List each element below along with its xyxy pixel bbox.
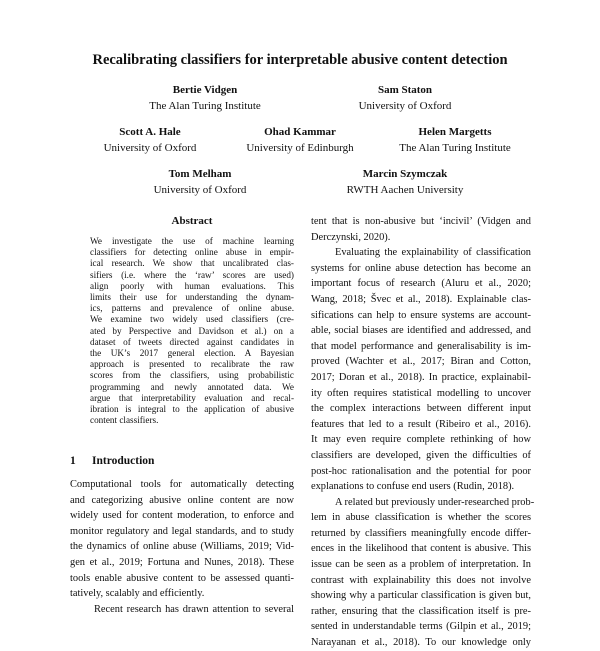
body-line: A related but previously under-researched prob-: [335, 496, 535, 508]
body-line: tent that is non-abusive but ‘incivil’ (Vidgen and: [311, 216, 531, 227]
intro-line: gen et al., 2019; Fortuna and Nunes, 2018). These: [70, 556, 294, 568]
abstract-line: approach is presented to recalibrate the raw: [90, 359, 294, 370]
body-line: contrast with explainability this does not involve: [311, 574, 531, 586]
author-name: Scott A. Hale: [119, 126, 181, 138]
author-affiliation: University of Edinburgh: [246, 142, 354, 154]
body-line: Derczynski, 2020).: [311, 231, 391, 243]
author-block: [320, 166, 490, 198]
body-line: Wang, 2018; Švec et al., 2018). Explainable clas-: [311, 293, 531, 305]
abstract-line: ibration is integral to the application of abusive: [90, 404, 294, 415]
author-affiliation: The Alan Turing Institute: [399, 142, 511, 154]
author-affiliation: RWTH Aachen University: [346, 184, 464, 196]
abstract-line: dataset of tweets directed against candidates in: [90, 336, 294, 347]
abstract-line: content classifiers.: [90, 415, 159, 426]
intro-line: widely used for content moderation, to enforce and: [70, 510, 294, 522]
intro-line: the dynamics of online abuse (Williams, 2019; Vid-: [70, 541, 294, 553]
abstract-line: sifiers (i.e. where the ‘raw’ scores are used): [90, 269, 294, 280]
body-line: lem in abuse classification is whether the scores: [311, 512, 531, 524]
abstract-line: classifiers for detecting online abuse in empir-: [90, 247, 294, 258]
author-name: Helen Margetts: [418, 126, 492, 138]
section-heading: [70, 455, 154, 467]
body-line: explanations to confuse end users (Rudin, 2018).: [311, 481, 515, 493]
body-line: Evaluating the explainability of classification: [335, 247, 531, 259]
intro-body: [70, 477, 294, 617]
abstract-line: scores from the classifiers, using probabilistic: [90, 370, 294, 381]
abstract-line: limits their use for understanding the dynam-: [90, 292, 294, 303]
section-number: 1: [70, 455, 76, 467]
author-block: [130, 166, 270, 198]
intro-line: Recent research has drawn attention to several: [94, 603, 294, 615]
body-line: systems for online abuse detection has become an: [311, 262, 531, 274]
author-block: [325, 82, 485, 114]
author-block: [130, 82, 280, 114]
abstract-line: ated by Perspective and Davidson et al.) on a: [90, 325, 294, 336]
body-line: the complex interactions between different input: [311, 403, 531, 415]
body-line: ity often requires statistical modelling to uncover: [311, 387, 531, 399]
body-line: that model performance and generalisability is im-: [311, 340, 531, 352]
abstract-line: the UK’s 2017 general election. A Bayesian: [90, 348, 294, 359]
abstract-line: We examine two widely used classifiers (cre-: [90, 314, 294, 325]
author-affiliation: University of Oxford: [103, 142, 197, 154]
author-block: [230, 124, 370, 156]
author-name: Ohad Kammar: [264, 126, 336, 138]
author-block: [380, 124, 530, 156]
intro-line: tools enable abusive content to be assessed quanti-: [70, 572, 294, 584]
author-name: Marcin Szymczak: [362, 168, 448, 180]
abstract-line: programming and newly annotated data. We: [90, 381, 294, 392]
author-affiliation: The Alan Turing Institute: [149, 100, 261, 112]
author-name: Tom Melham: [168, 168, 232, 180]
author-block: [80, 124, 220, 156]
body-line: ences in the likelihood that content is abusive. This: [311, 543, 531, 555]
abstract-heading: Abstract: [171, 215, 213, 227]
body-line: post-hoc rationalisation and the potential for poor: [311, 465, 531, 477]
paper-title: Recalibrating classifiers for interpretable abusive content detection: [92, 52, 508, 68]
abstract-line: ics, patterns and prevalence of online abuse.: [90, 303, 294, 314]
body-line: sifications can help to ensure systems are account-: [311, 309, 531, 321]
body-line: rather, ensuring that the classification itself is pre-: [311, 605, 531, 617]
body-line: proved (Wachter et al., 2017; Biran and Cotton,: [311, 356, 531, 368]
abstract-body: [90, 236, 294, 426]
abstract-line: align poorly with human evaluations. This: [90, 280, 294, 291]
body-line: returned by classifiers meaningfully encode differ-: [311, 527, 531, 539]
abstract-line: argue that interpretability evaluation and recal-: [90, 392, 294, 403]
abstract-line: We investigate the use of machine learning: [90, 236, 294, 246]
body-line: 2017; Doran et al., 2018). In practice, explainabil-: [311, 371, 531, 383]
section-title: Introduction: [92, 455, 155, 467]
body-line: showing why a particular classification is given but,: [311, 590, 531, 602]
author-name: Bertie Vidgen: [172, 84, 238, 96]
body-line: It may even require complete rethinking of how: [311, 434, 531, 446]
intro-line: and categorizing abusive online content are now: [70, 494, 294, 506]
right-column: [311, 214, 535, 651]
intro-line: monitor regulatory and legal standards, and to study: [70, 525, 294, 537]
body-line: sented in understandable terms (Gilpin et al., 2019;: [311, 621, 531, 633]
abstract-line: ical research. We show that uncalibrated clas-: [90, 258, 294, 269]
author-affiliation: University of Oxford: [358, 100, 452, 112]
author-affiliation: University of Oxford: [153, 184, 247, 196]
body-line: able, social biases are identified and addressed, and: [311, 325, 531, 337]
body-line: issue can be seen as a problem of interpretation. In: [311, 559, 531, 571]
intro-line: tatively, scalably and efficiently.: [70, 588, 205, 600]
author-name: Sam Staton: [377, 84, 433, 96]
body-line: important focus of research (Aluru et al., 2020;: [311, 278, 531, 290]
body-line: Narayanan et al., 2018). To our knowledge only: [311, 637, 531, 649]
body-line: classifiers are developed, given the difficulties of: [311, 449, 531, 461]
intro-line: Computational tools for automatically detecting: [70, 479, 294, 490]
body-line: features that led to a result (Ribeiro et al., 2016).: [311, 418, 531, 430]
